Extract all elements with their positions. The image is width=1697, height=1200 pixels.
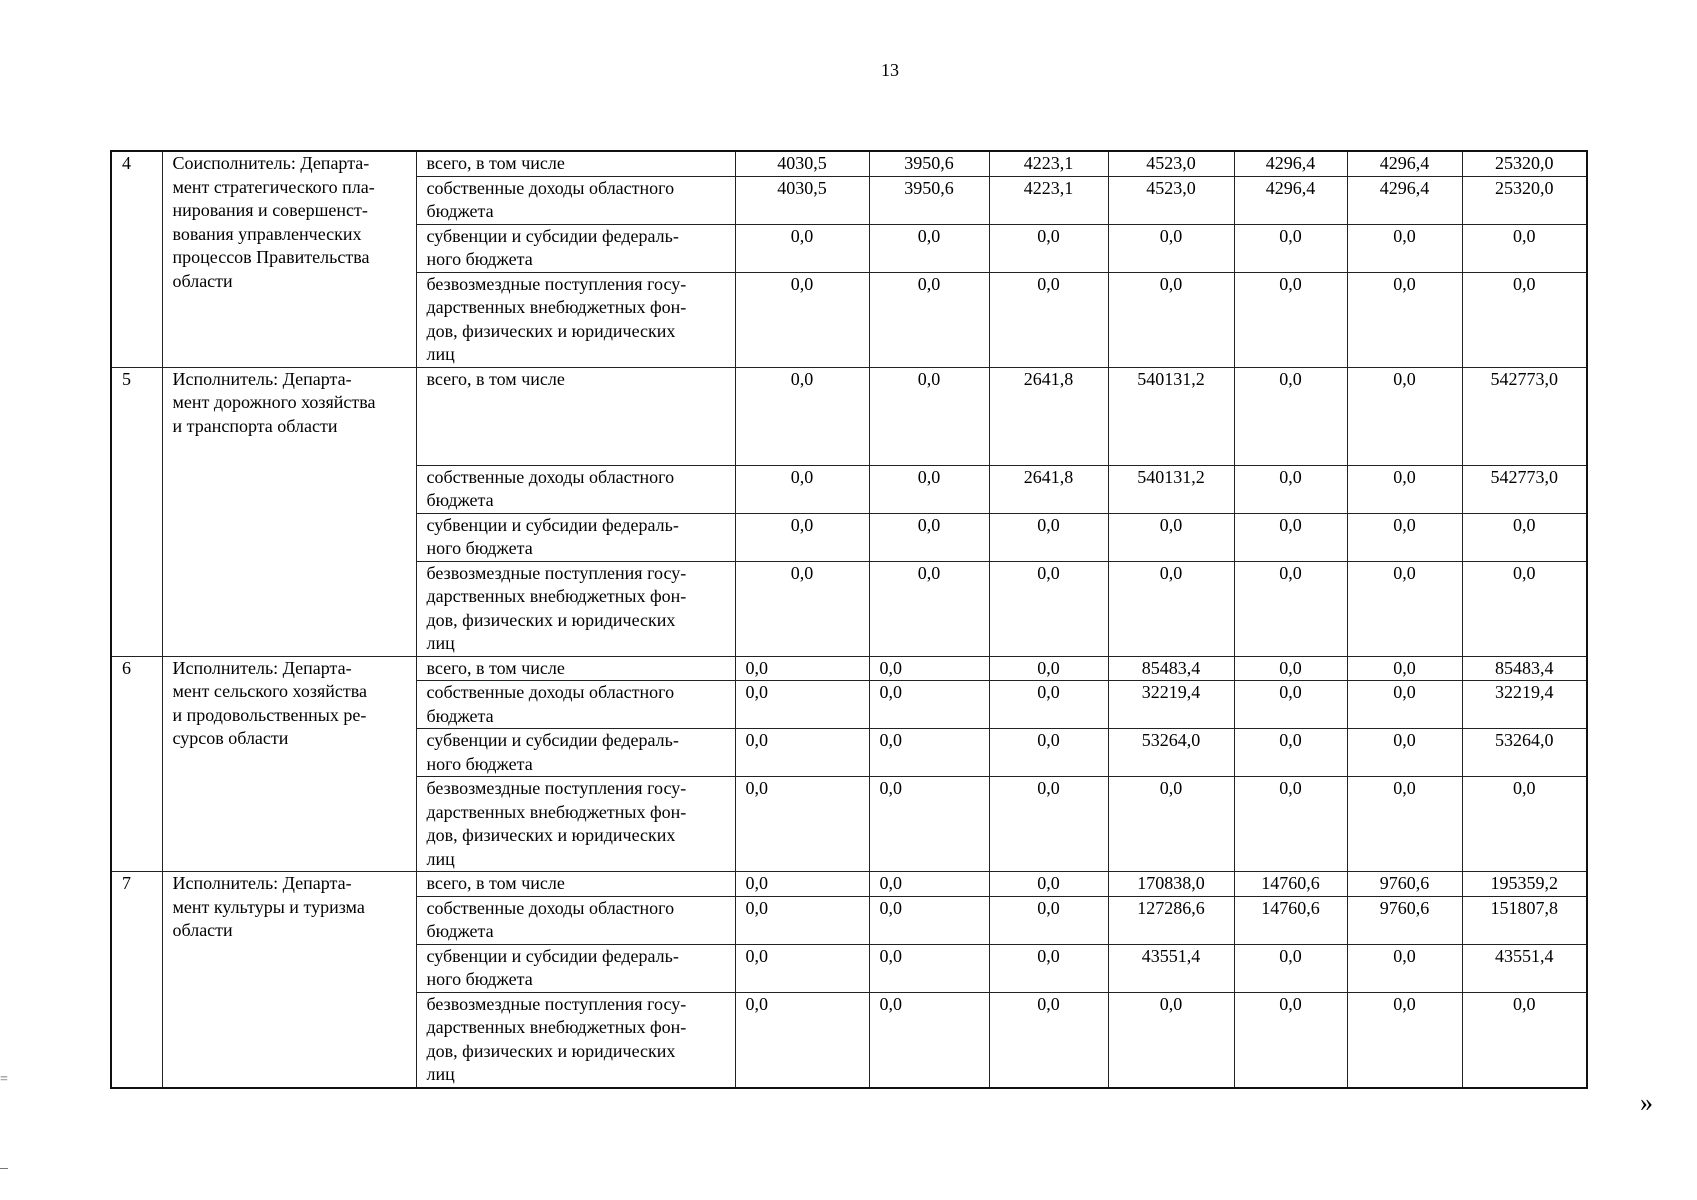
value-cell: 0,0 <box>989 992 1108 1088</box>
value-cell: 0,0 <box>869 513 989 561</box>
value-cell: 0,0 <box>735 367 869 465</box>
funding-source-cell: собственные доходы областного бюджета <box>416 896 735 944</box>
total-value-cell: 0,0 <box>1462 561 1587 656</box>
total-value-cell: 542773,0 <box>1462 367 1587 465</box>
value-cell: 0,0 <box>1108 777 1234 872</box>
value-cell: 0,0 <box>1347 656 1462 681</box>
row-number: 7 <box>111 872 162 1088</box>
funding-source-cell: собственные доходы областного бюджета <box>416 176 735 224</box>
funding-source-cell: всего, в том числе <box>416 151 735 176</box>
funding-source-cell: субвенции и субсидии федераль- ного бюджета <box>416 729 735 777</box>
value-cell: 0,0 <box>1347 944 1462 992</box>
value-cell: 0,0 <box>869 872 989 897</box>
value-cell: 4223,1 <box>989 151 1108 176</box>
table-row <box>111 367 1587 465</box>
funding-source-cell: собственные доходы областного бюджета <box>416 465 735 513</box>
value-cell: 0,0 <box>735 872 869 897</box>
value-cell: 0,0 <box>869 367 989 465</box>
total-value-cell: 0,0 <box>1462 992 1587 1088</box>
value-cell: 0,0 <box>1108 224 1234 272</box>
funding-source-cell: субвенции и субсидии федераль- ного бюджета <box>416 224 735 272</box>
funding-source-cell: всего, в том числе <box>416 656 735 681</box>
value-cell: 0,0 <box>1234 224 1347 272</box>
value-cell: 0,0 <box>735 224 869 272</box>
value-cell: 0,0 <box>1234 367 1347 465</box>
value-cell: 0,0 <box>989 681 1108 729</box>
value-cell: 0,0 <box>1108 513 1234 561</box>
value-cell: 0,0 <box>735 729 869 777</box>
value-cell: 0,0 <box>735 896 869 944</box>
value-cell: 0,0 <box>1347 367 1462 465</box>
row-number: 6 <box>111 656 162 872</box>
value-cell: 32219,4 <box>1108 681 1234 729</box>
value-cell: 3950,6 <box>869 176 989 224</box>
value-cell: 0,0 <box>989 561 1108 656</box>
value-cell: 0,0 <box>989 896 1108 944</box>
total-value-cell: 542773,0 <box>1462 465 1587 513</box>
funding-source-cell: безвозмездные поступления госу- дарственных внебюджетных фон- дов, физических и юридических лиц <box>416 777 735 872</box>
value-cell: 0,0 <box>1234 561 1347 656</box>
value-cell: 0,0 <box>869 944 989 992</box>
total-value-cell: 0,0 <box>1462 513 1587 561</box>
value-cell: 0,0 <box>1347 992 1462 1088</box>
value-cell: 0,0 <box>1347 729 1462 777</box>
funding-source-cell: субвенции и субсидии федераль- ного бюджета <box>416 513 735 561</box>
value-cell: 0,0 <box>989 729 1108 777</box>
total-value-cell: 53264,0 <box>1462 729 1587 777</box>
value-cell: 0,0 <box>735 513 869 561</box>
value-cell: 4296,4 <box>1347 151 1462 176</box>
value-cell: 0,0 <box>869 896 989 944</box>
row-number: 5 <box>111 367 162 656</box>
value-cell: 0,0 <box>1347 224 1462 272</box>
margin-dash <box>0 1168 8 1169</box>
total-value-cell: 195359,2 <box>1462 872 1587 897</box>
value-cell: 0,0 <box>1234 465 1347 513</box>
value-cell: 14760,6 <box>1234 872 1347 897</box>
page-number: 13 <box>881 60 899 80</box>
funding-source-cell: всего, в том числе <box>416 367 735 465</box>
value-cell: 0,0 <box>1234 272 1347 367</box>
value-cell: 127286,6 <box>1108 896 1234 944</box>
value-cell: 170838,0 <box>1108 872 1234 897</box>
total-value-cell: 25320,0 <box>1462 151 1587 176</box>
value-cell: 4030,5 <box>735 151 869 176</box>
value-cell: 4296,4 <box>1234 151 1347 176</box>
executor-cell: Исполнитель: Департа- мент дорожного хозяйства и транспорта области <box>162 367 416 656</box>
value-cell: 0,0 <box>869 777 989 872</box>
value-cell: 0,0 <box>1234 513 1347 561</box>
table-row <box>111 656 1587 681</box>
value-cell: 0,0 <box>989 513 1108 561</box>
value-cell: 0,0 <box>869 681 989 729</box>
total-value-cell: 85483,4 <box>1462 656 1587 681</box>
value-cell: 0,0 <box>869 465 989 513</box>
value-cell: 0,0 <box>869 561 989 656</box>
value-cell: 4523,0 <box>1108 176 1234 224</box>
value-cell: 4296,4 <box>1347 176 1462 224</box>
value-cell: 0,0 <box>869 992 989 1088</box>
funding-source-cell: собственные доходы областного бюджета <box>416 681 735 729</box>
table-row <box>111 151 1587 176</box>
value-cell: 0,0 <box>869 272 989 367</box>
funding-source-cell: безвозмездные поступления госу- дарственных внебюджетных фон- дов, физических и юридических лиц <box>416 561 735 656</box>
closing-quote-mark: » <box>1640 1088 1653 1117</box>
value-cell: 0,0 <box>1347 561 1462 656</box>
table-body <box>111 151 1587 1088</box>
margin-mark: = <box>0 1072 8 1087</box>
value-cell: 0,0 <box>1234 992 1347 1088</box>
value-cell: 43551,4 <box>1108 944 1234 992</box>
value-cell: 0,0 <box>989 872 1108 897</box>
value-cell: 0,0 <box>1234 729 1347 777</box>
value-cell: 0,0 <box>1347 513 1462 561</box>
budget-table <box>110 150 1588 1089</box>
value-cell: 9760,6 <box>1347 896 1462 944</box>
total-value-cell: 151807,8 <box>1462 896 1587 944</box>
value-cell: 4296,4 <box>1234 176 1347 224</box>
value-cell: 9760,6 <box>1347 872 1462 897</box>
funding-source-cell: безвозмездные поступления госу- дарственных внебюджетных фон- дов, физических и юридических лиц <box>416 992 735 1088</box>
funding-source-cell: субвенции и субсидии федераль- ного бюджета <box>416 944 735 992</box>
value-cell: 0,0 <box>989 777 1108 872</box>
total-value-cell: 25320,0 <box>1462 176 1587 224</box>
value-cell: 0,0 <box>1234 681 1347 729</box>
value-cell: 2641,8 <box>989 367 1108 465</box>
value-cell: 0,0 <box>1108 992 1234 1088</box>
value-cell: 0,0 <box>735 272 869 367</box>
value-cell: 0,0 <box>869 729 989 777</box>
value-cell: 0,0 <box>735 561 869 656</box>
total-value-cell: 0,0 <box>1462 224 1587 272</box>
value-cell: 53264,0 <box>1108 729 1234 777</box>
value-cell: 0,0 <box>1347 777 1462 872</box>
value-cell: 0,0 <box>989 272 1108 367</box>
value-cell: 0,0 <box>735 777 869 872</box>
value-cell: 0,0 <box>1234 777 1347 872</box>
total-value-cell: 0,0 <box>1462 272 1587 367</box>
executor-cell: Исполнитель: Департа- мент сельского хозяйства и продовольственных ре- сурсов области <box>162 656 416 872</box>
value-cell: 0,0 <box>869 656 989 681</box>
value-cell: 0,0 <box>1347 272 1462 367</box>
value-cell: 0,0 <box>735 465 869 513</box>
value-cell: 0,0 <box>989 656 1108 681</box>
funding-source-cell: всего, в том числе <box>416 872 735 897</box>
funding-source-cell: безвозмездные поступления госу- дарственных внебюджетных фон- дов, физических и юридических лиц <box>416 272 735 367</box>
value-cell: 0,0 <box>735 681 869 729</box>
value-cell: 0,0 <box>1234 944 1347 992</box>
row-number: 4 <box>111 151 162 367</box>
value-cell: 85483,4 <box>1108 656 1234 681</box>
value-cell: 4523,0 <box>1108 151 1234 176</box>
value-cell: 3950,6 <box>869 151 989 176</box>
executor-cell: Соисполнитель: Департа- мент стратегического пла- нирования и совершенст- вования управленческих процессов Правительства области <box>162 151 416 367</box>
value-cell: 0,0 <box>989 224 1108 272</box>
value-cell: 0,0 <box>1108 272 1234 367</box>
value-cell: 0,0 <box>869 224 989 272</box>
value-cell: 4223,1 <box>989 176 1108 224</box>
value-cell: 0,0 <box>1347 681 1462 729</box>
value-cell: 0,0 <box>735 992 869 1088</box>
executor-cell: Исполнитель: Департа- мент культуры и туризма области <box>162 872 416 1088</box>
value-cell: 0,0 <box>1234 656 1347 681</box>
total-value-cell: 0,0 <box>1462 777 1587 872</box>
table-row <box>111 872 1587 897</box>
value-cell: 14760,6 <box>1234 896 1347 944</box>
total-value-cell: 43551,4 <box>1462 944 1587 992</box>
value-cell: 4030,5 <box>735 176 869 224</box>
value-cell: 0,0 <box>735 944 869 992</box>
value-cell: 540131,2 <box>1108 367 1234 465</box>
value-cell: 0,0 <box>989 944 1108 992</box>
value-cell: 0,0 <box>1347 465 1462 513</box>
value-cell: 540131,2 <box>1108 465 1234 513</box>
total-value-cell: 32219,4 <box>1462 681 1587 729</box>
value-cell: 2641,8 <box>989 465 1108 513</box>
value-cell: 0,0 <box>735 656 869 681</box>
value-cell: 0,0 <box>1108 561 1234 656</box>
